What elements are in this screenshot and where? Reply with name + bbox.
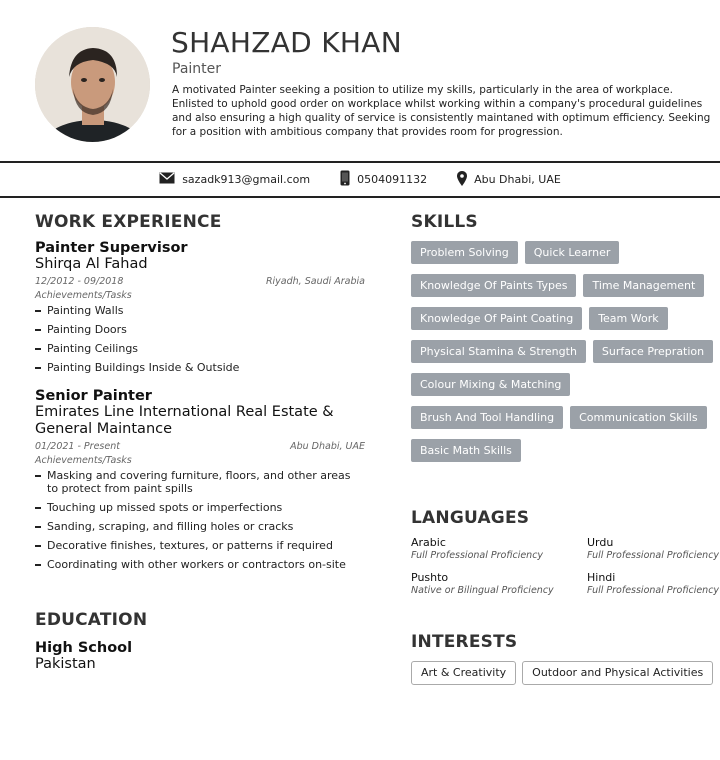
skill-tag: Quick Learner: [525, 241, 620, 264]
achievements-label: Achievements/Tasks: [35, 454, 132, 466]
language-level: Native or Bilingual Proficiency: [411, 585, 554, 596]
achievements-label: Achievements/Tasks: [35, 290, 132, 301]
skill-tag: Problem Solving: [411, 241, 518, 264]
job-location: Abu Dhabi, UAE: [290, 440, 365, 452]
task-item: Masking and covering furniture, floors, and other areas to protect from paint spills: [35, 469, 365, 496]
language-item: [411, 536, 587, 561]
summary-text: A motivated Painter seeking a position to utilize my skills, particularly in the area of workplace. Enlisted to uphold good order on workplace whilst working within a company's procedural guidelines and also ensuring a high quality of service is consistently maintaned with optimum efficiency. Seeking for a position with ambitious company that provides room for progression.: [172, 84, 711, 138]
language-item: [587, 536, 720, 561]
skill-tag: Physical Stamina & Strength: [411, 340, 586, 363]
job-entry: [35, 388, 365, 572]
work-experience-heading: WORK EXPERIENCE: [35, 212, 222, 232]
company-name: Emirates Line International Real Estate & General Maintance: [35, 403, 334, 437]
resume-header: [0, 0, 720, 160]
skill-tag: Brush And Tool Handling: [411, 406, 563, 429]
language-name: Arabic: [411, 536, 446, 549]
interests-section: [411, 632, 720, 685]
education-section: [35, 610, 365, 672]
skill-tag: Communication Skills: [570, 406, 706, 429]
interest-tag: Outdoor and Physical Activities: [522, 661, 713, 685]
task-item: Sanding, scraping, and filling holes or cracks: [35, 520, 365, 534]
job-entry: [35, 240, 365, 375]
contact-email[interactable]: [159, 172, 310, 187]
job-dates: 12/2012 - 09/2018: [35, 276, 124, 287]
language-level: Full Professional Proficiency: [587, 585, 720, 596]
task-item: Decorative finishes, textures, or patterns if required: [35, 539, 365, 553]
interests-heading: INTERESTS: [411, 632, 518, 652]
languages-section: [411, 508, 720, 596]
candidate-name: SHAHZAD KHAN: [171, 26, 402, 59]
education-degree: High School: [35, 639, 133, 656]
job-meta: [35, 276, 365, 287]
interests-list: [411, 661, 720, 685]
task-item: Painting Ceilings: [35, 342, 365, 356]
task-item: Coordinating with other workers or contractors on-site: [35, 558, 365, 572]
language-item: [587, 571, 720, 596]
task-item: Painting Doors: [35, 323, 365, 337]
job-location: Riyadh, Saudi Arabia: [265, 276, 365, 287]
contact-location: [457, 171, 561, 189]
contact-phone[interactable]: [340, 170, 427, 189]
skill-tag: Basic Math Skills: [411, 439, 521, 462]
language-level: Full Professional Proficiency: [411, 550, 544, 561]
job-title: Senior Painter: [35, 387, 152, 404]
phone-text: 0504091132: [357, 173, 428, 186]
envelope-icon: [159, 172, 175, 187]
task-item: Touching up missed spots or imperfections: [35, 501, 365, 515]
skills-heading: SKILLS: [411, 212, 478, 232]
education-heading: EDUCATION: [35, 609, 148, 630]
left-column: [35, 212, 365, 672]
company-name: Shirqa Al Fahad: [35, 256, 148, 272]
candidate-role: Painter: [172, 61, 222, 77]
job-meta: [35, 441, 365, 452]
task-list: [35, 304, 365, 375]
education-place: Pakistan: [35, 655, 96, 672]
skill-tag: Knowledge Of Paint Coating: [411, 307, 582, 330]
language-item: [411, 571, 587, 596]
task-item: Painting Buildings Inside & Outside: [35, 361, 365, 375]
skill-tag: Surface Prepration: [593, 340, 713, 363]
location-text: Abu Dhabi, UAE: [474, 173, 561, 186]
language-level: Full Professional Proficiency: [587, 550, 720, 561]
skill-tag: Team Work: [589, 307, 667, 330]
skill-tag: Time Management: [583, 274, 704, 297]
language-name: Urdu: [587, 536, 614, 549]
job-title: Painter Supervisor: [35, 240, 188, 256]
map-pin-icon: [457, 171, 467, 189]
contact-bar: [0, 161, 720, 198]
profile-photo: [35, 27, 150, 142]
email-text: sazadk913@gmail.com: [182, 173, 311, 186]
phone-icon: [340, 170, 350, 189]
interest-tag: Art & Creativity: [411, 661, 516, 685]
language-name: Pushto: [411, 571, 449, 584]
languages-list: [411, 536, 720, 596]
task-list: [35, 469, 365, 572]
language-name: Hindi: [587, 571, 616, 584]
skills-list: [411, 241, 720, 462]
skill-tag: Colour Mixing & Matching: [411, 373, 570, 396]
languages-heading: LANGUAGES: [411, 508, 530, 528]
skill-tag: Knowledge Of Paints Types: [411, 274, 576, 297]
task-item: Painting Walls: [35, 304, 365, 318]
right-column: [411, 212, 720, 685]
job-dates: 01/2021 - Present: [35, 440, 120, 452]
